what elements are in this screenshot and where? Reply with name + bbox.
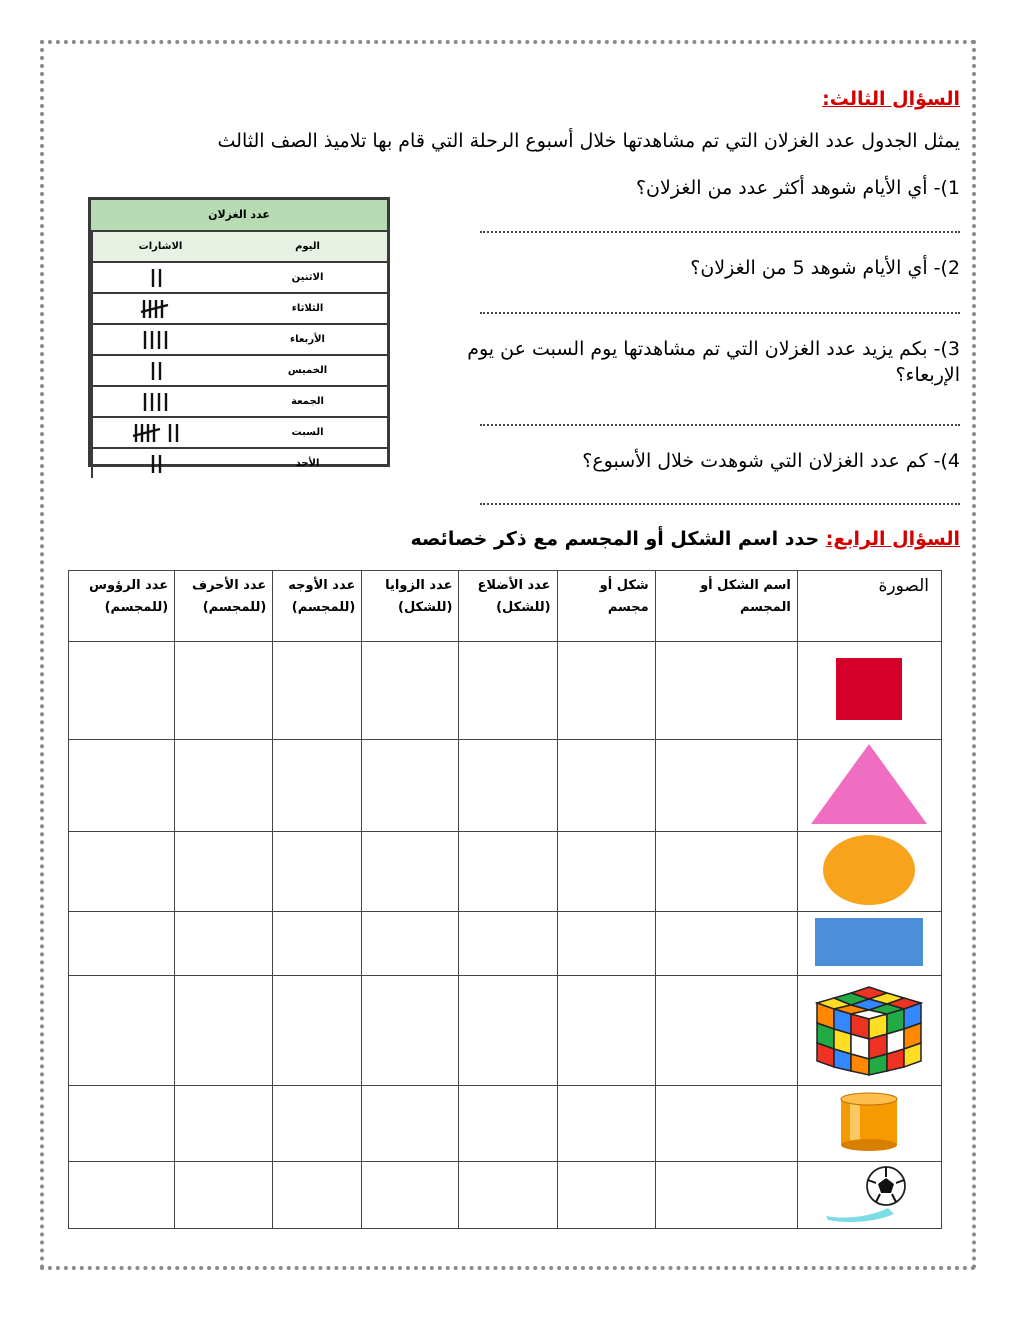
header-vertices: عدد الرؤوس (للمجسم) (69, 571, 175, 642)
answer-type-cell[interactable] (557, 642, 655, 740)
answer-edges-cell[interactable] (175, 740, 273, 832)
tally-day-label: الثلاثاء (291, 303, 324, 314)
tally-marks-cell (91, 449, 228, 478)
question-3-intro: يمثل الجدول عدد الغزلان التي تم مشاهدتها خلال أسبوع الرحلة التي قام بها تلاميذ الصف الثالث (217, 130, 960, 152)
soccer-ball-image (797, 1162, 941, 1229)
answer-angles-cell[interactable] (362, 1086, 459, 1162)
answer-type-cell[interactable] (557, 832, 655, 912)
triangle-image (797, 740, 941, 832)
shape-row (69, 976, 942, 1086)
answer-faces-cell[interactable] (273, 912, 362, 976)
tally-marks-icon (116, 359, 206, 383)
answer-faces-cell[interactable] (273, 642, 362, 740)
answer-vertices-cell[interactable] (69, 740, 175, 832)
answer-type-cell[interactable] (557, 1162, 655, 1229)
header-name: اسم الشكل أو المجسم (655, 571, 797, 642)
answer-sides-cell[interactable] (459, 1162, 557, 1229)
tally-marks-icon (116, 266, 206, 290)
header-faces: عدد الأوجه (للمجسم) (273, 571, 362, 642)
tally-marks-icon (116, 328, 206, 352)
shape-table-header-row (69, 571, 942, 642)
tally-marks-cell (91, 294, 228, 323)
answer-vertices-cell[interactable] (69, 832, 175, 912)
tally-marks-cell (91, 356, 228, 385)
shape-row (69, 1086, 942, 1162)
question-3-item-2: 2)- أي الأيام شوهد 5 من الغزلان؟ (690, 257, 960, 279)
tally-table-title: عدد الغزلان (91, 200, 387, 232)
header-sides: عدد الأضلاع (للشكل) (459, 571, 557, 642)
question-4-instruction: حدد اسم الشكل أو المجسم مع ذكر خصائصه (410, 528, 826, 550)
header-edges: عدد الأحرف (للمجسم) (175, 571, 273, 642)
answer-edges-cell[interactable] (175, 832, 273, 912)
tally-marks-icon (116, 297, 206, 321)
answer-type-cell[interactable] (557, 976, 655, 1086)
tally-day-label: الأربعاء (290, 334, 325, 345)
answer-vertices-cell[interactable] (69, 1086, 175, 1162)
answer-type-cell[interactable] (557, 912, 655, 976)
tally-row (91, 418, 387, 449)
question-3-item-3: 3)- بكم يزيد عدد الغزلان التي تم مشاهدتها يوم السبت عن يوم الإربعاء؟ (467, 338, 960, 386)
question-3-item-4: 4)- كم عدد الغزلان التي شوهدت خلال الأسبوع؟ (582, 450, 960, 472)
answer-faces-cell[interactable] (273, 1162, 362, 1229)
answer-type-cell[interactable] (557, 740, 655, 832)
answer-faces-cell[interactable] (273, 1086, 362, 1162)
answer-name-cell[interactable] (655, 832, 797, 912)
answer-sides-cell[interactable] (459, 740, 557, 832)
question-4-heading (410, 528, 960, 550)
answer-sides-cell[interactable] (459, 1086, 557, 1162)
header-type: شكل أو مجسم (557, 571, 655, 642)
answer-vertices-cell[interactable] (69, 912, 175, 976)
tally-day-label: الخميس (287, 365, 328, 376)
answer-angles-cell[interactable] (362, 1162, 459, 1229)
answer-faces-cell[interactable] (273, 740, 362, 832)
tally-day-label: الاثنين (291, 272, 324, 283)
tally-marks-cell (91, 387, 228, 416)
tally-day-label: الأحد (295, 458, 320, 469)
answer-name-cell[interactable] (655, 1086, 797, 1162)
shape-properties-table (68, 570, 942, 1229)
answer-name-cell[interactable] (655, 642, 797, 740)
answer-vertices-cell[interactable] (69, 976, 175, 1086)
tally-marks-icon (116, 421, 206, 445)
answer-name-cell[interactable] (655, 740, 797, 832)
answer-sides-cell[interactable] (459, 642, 557, 740)
answer-line-4[interactable] (480, 503, 960, 505)
tally-marks-cell (91, 325, 228, 354)
shape-row (69, 832, 942, 912)
answer-faces-cell[interactable] (273, 976, 362, 1086)
answer-sides-cell[interactable] (459, 976, 557, 1086)
answer-name-cell[interactable] (655, 1162, 797, 1229)
tally-marks-cell (91, 263, 228, 292)
answer-angles-cell[interactable] (362, 976, 459, 1086)
answer-edges-cell[interactable] (175, 1086, 273, 1162)
tally-header-day: اليوم (295, 241, 320, 252)
answer-angles-cell[interactable] (362, 912, 459, 976)
answer-edges-cell[interactable] (175, 642, 273, 740)
shape-row (69, 642, 942, 740)
deer-tally-table (88, 197, 390, 467)
header-image: الصورة (797, 571, 941, 642)
circle-image (797, 832, 941, 912)
tally-row (91, 294, 387, 325)
shape-row (69, 740, 942, 832)
tally-marks-icon (116, 390, 206, 414)
tally-row (91, 263, 387, 294)
square-image (797, 642, 941, 740)
answer-edges-cell[interactable] (175, 912, 273, 976)
tally-row (91, 449, 387, 478)
answer-name-cell[interactable] (655, 976, 797, 1086)
answer-sides-cell[interactable] (459, 912, 557, 976)
shape-row (69, 912, 942, 976)
answer-line-1[interactable] (480, 231, 960, 233)
answer-type-cell[interactable] (557, 1086, 655, 1162)
answer-angles-cell[interactable] (362, 740, 459, 832)
tally-marks-cell (91, 418, 228, 447)
answer-faces-cell[interactable] (273, 832, 362, 912)
tally-row (91, 325, 387, 356)
question-3-title: السؤال الثالث: (822, 88, 960, 110)
rectangle-image (797, 912, 941, 976)
answer-edges-cell[interactable] (175, 1162, 273, 1229)
question-4-title: السؤال الرابع: (825, 528, 960, 550)
tally-marks-icon (116, 452, 206, 476)
answer-line-2[interactable] (480, 312, 960, 314)
cylinder-image (797, 1086, 941, 1162)
answer-name-cell[interactable] (655, 912, 797, 976)
answer-line-3[interactable] (480, 424, 960, 426)
answer-angles-cell[interactable] (362, 832, 459, 912)
answer-vertices-cell[interactable] (69, 642, 175, 740)
question-3-item-1: 1)- أي الأيام شوهد أكثر عدد من الغزلان؟ (635, 177, 960, 199)
tally-header-marks: الاشارات (91, 232, 228, 261)
answer-angles-cell[interactable] (362, 642, 459, 740)
shape-row (69, 1162, 942, 1229)
tally-row (91, 387, 387, 418)
header-angles: عدد الزوايا (للشكل) (362, 571, 459, 642)
tally-table-header-row (91, 232, 387, 263)
tally-row (91, 356, 387, 387)
rubiks-cube-image (797, 976, 941, 1086)
answer-edges-cell[interactable] (175, 976, 273, 1086)
answer-vertices-cell[interactable] (69, 1162, 175, 1229)
tally-day-label: السبت (291, 427, 324, 438)
tally-day-label: الجمعة (291, 396, 324, 407)
answer-sides-cell[interactable] (459, 832, 557, 912)
